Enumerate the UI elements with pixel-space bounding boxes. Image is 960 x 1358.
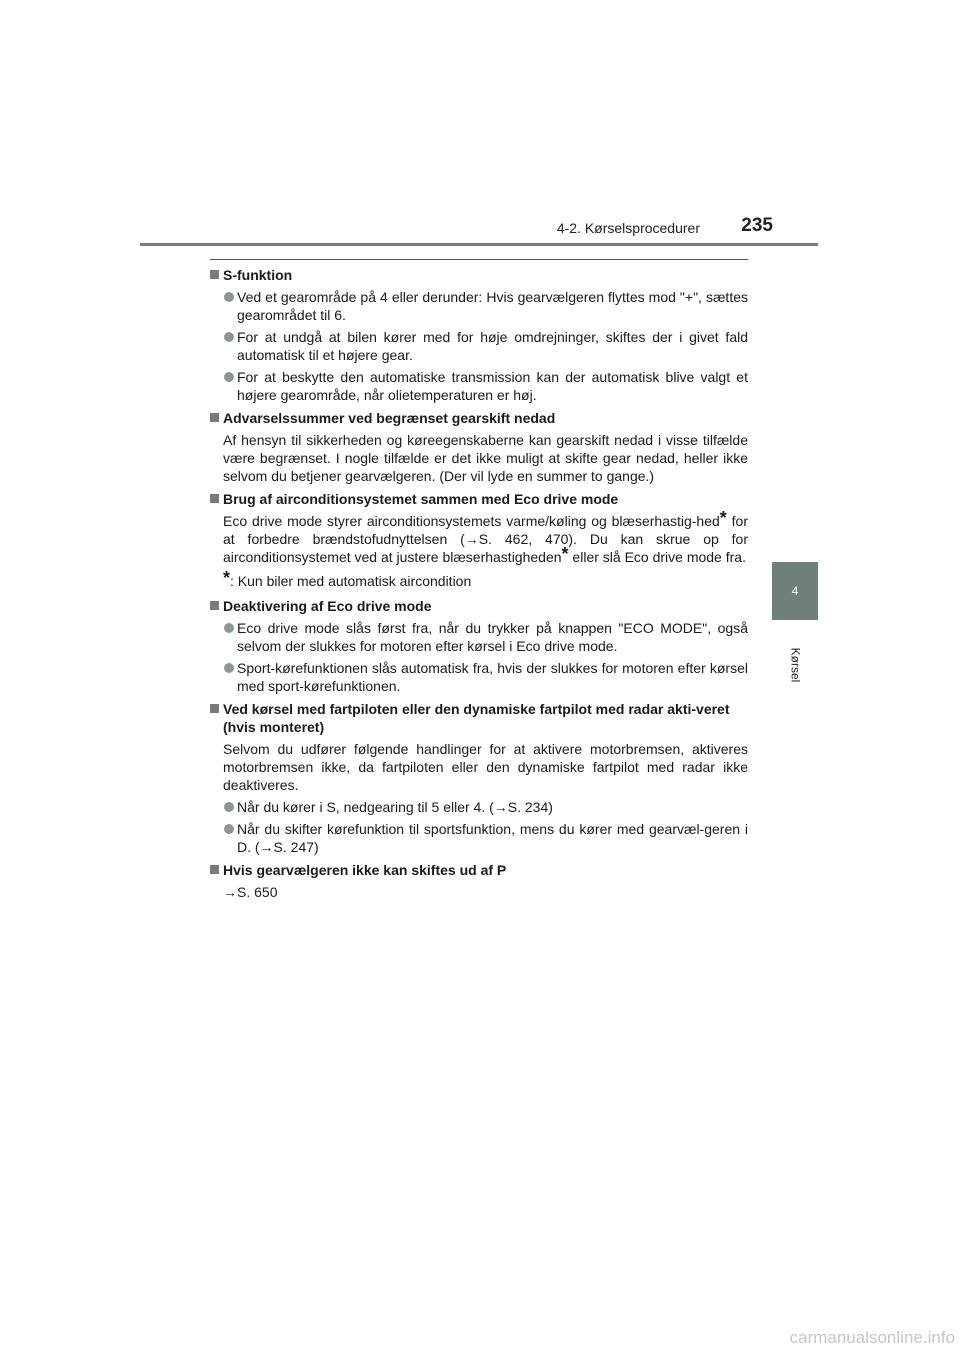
chapter-number: 4: [791, 584, 799, 598]
paragraph: Eco drive mode styrer airconditionsystemets varme/køling og blæserhastig-hed* for at forbedre brændstofudnyttelsen (→S. 462, 470). Du kan skrue op for airconditionsystemet ved at justere blæserhastigheden* eller slå Eco drive mode fra.: [223, 508, 748, 565]
chapter-label-text: Kørsel: [788, 647, 803, 683]
section-heading-s-function: S-funktion: [210, 266, 748, 284]
square-bullet-icon: [210, 865, 219, 874]
round-bullet-icon: [224, 623, 234, 633]
section-heading-cruise-control: Ved kørsel med fartpiloten eller den dynamiske fartpilot med radar akti-veret (hvis monteret): [210, 700, 748, 736]
round-bullet-icon: [224, 824, 234, 834]
list-item: For at beskytte den automatiske transmission kan der automatisk blive valgt et højere gearområde, når olietemperaturen er høj.: [210, 368, 748, 404]
round-bullet-icon: [224, 663, 234, 673]
list-item: Sport-kørefunktionen slås automatisk fra, hvis der slukkes for motoren efter kørsel med sport-kørefunktionen.: [210, 659, 748, 695]
square-bullet-icon: [210, 704, 219, 713]
square-bullet-icon: [210, 601, 219, 610]
section-title: 4-2. Kørselsprocedurer: [556, 220, 700, 236]
footnote-marker: *: [223, 568, 231, 588]
list-item: Eco drive mode slås først fra, når du trykker på knappen "ECO MODE", også selvom der slukkes for motoren efter kørsel i Eco drive mode.: [210, 619, 748, 655]
section-heading-aircon-eco: Brug af airconditionsystemet sammen med Eco drive mode: [210, 490, 748, 508]
paragraph: Selvom du udfører følgende handlinger for at aktivere motorbremsen, aktiveres motorbremsen ikke, da fartpiloten eller den dynamiske fartpilot med radar ikke deaktiveres.: [223, 741, 748, 793]
section-heading-downshift-buzzer: Advarselssummer ved begrænset gearskift nedad: [210, 409, 748, 427]
content-top-rule: [210, 259, 748, 260]
page-number: 235: [741, 215, 773, 236]
watermark: carmanualsonline.info: [789, 1328, 955, 1347]
list-item: Når du kører i S, nedgearing til 5 eller 4. (→S. 234): [210, 798, 748, 816]
square-bullet-icon: [210, 270, 219, 279]
round-bullet-icon: [224, 372, 234, 382]
square-bullet-icon: [210, 413, 219, 422]
section-heading-eco-deactivation: Deaktivering af Eco drive mode: [210, 597, 748, 615]
page-content: [210, 266, 748, 901]
round-bullet-icon: [224, 802, 234, 812]
round-bullet-icon: [224, 292, 234, 302]
header-rule: [140, 243, 818, 246]
list-item: For at undgå at bilen kører med for høje omdrejninger, skiftes der i givet fald automatisk til et højere gear.: [210, 328, 748, 364]
round-bullet-icon: [224, 332, 234, 342]
chapter-label: [780, 635, 810, 695]
paragraph: Af hensyn til sikkerheden og køreegenskaberne kan gearskift nedad i visse tilfælde være begrænset. I nogle tilfælde er det ikke muligt at skifte gear nedad, heller ikke selvom du betjener gearvælgeren. (Der vil lyde en summer to gange.): [223, 432, 748, 484]
chapter-tab[interactable]: [772, 562, 818, 620]
footnote: *: Kun biler med automatisk aircondition: [223, 568, 472, 589]
list-item: Når du skifter kørefunktion til sportsfunktion, mens du kører med gearvæl-geren i D. (→S. 247): [210, 820, 748, 856]
paragraph: →S. 650: [223, 884, 278, 900]
section-heading-shift-lock: Hvis gearvælgeren ikke kan skiftes ud af P: [210, 861, 748, 879]
footnote-marker: *: [561, 544, 569, 564]
list-item: Ved et gearområde på 4 eller derunder: Hvis gearvælgeren flyttes mod "+", sættes gearområdet til 6.: [210, 288, 748, 324]
square-bullet-icon: [210, 494, 219, 503]
footnote-marker: *: [719, 508, 727, 528]
